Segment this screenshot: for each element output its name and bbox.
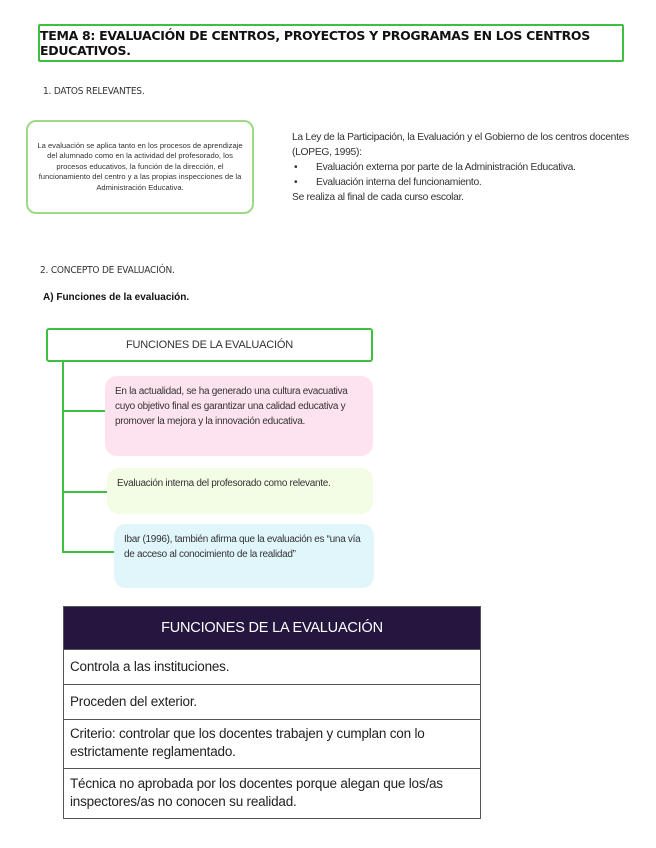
connector-vertical [62, 362, 64, 553]
bubble-culture: En la actualidad, se ha generado una cultura evacuativa cuyo objetivo final es garantizar una calidad educativa y promover la mejora y la innovación educativa. [105, 376, 373, 456]
table-row: Proceden del exterior. [64, 684, 480, 719]
table-row: Criterio: controlar que los docentes trabajen y cumplan con lo estrictamente reglamentado. [64, 719, 480, 768]
lopeg-end: Se realiza al final de cada curso escolar. [292, 192, 464, 203]
connector-branch-2 [62, 491, 108, 493]
subheading-functions: A) Funciones de la evaluación. [43, 292, 190, 303]
summary-box [26, 120, 254, 214]
section-1-heading: 1. DATOS RELEVANTES. [43, 86, 145, 97]
table-row: Técnica no aprobada por los docentes porque alegan que los/as inspectores/as no conocen su realidad. [64, 768, 480, 818]
document-title: TEMA 8: EVALUACIÓN DE CENTROS, PROYECTOS Y PROGRAMAS EN LOS CENTROS EDUCATIVOS. [40, 28, 590, 58]
lopeg-list [292, 160, 642, 190]
diagram-title: FUNCIONES DE LA EVALUACIÓN [126, 339, 293, 351]
connector-branch-1 [62, 410, 106, 412]
title-box [38, 24, 624, 62]
lopeg-item: • Evaluación externa por parte de la Administración Educativa. [292, 160, 642, 175]
lopeg-intro: La Ley de la Participación, la Evaluación y el Gobierno de los centros docentes (LOPEG, 1995): [292, 132, 629, 158]
bubble-internal: Evaluación interna del profesorado como relevante. [107, 468, 373, 514]
table-header: FUNCIONES DE LA EVALUACIÓN [64, 607, 480, 649]
table-row: Controla a las instituciones. [64, 649, 480, 684]
lopeg-item: • Evaluación interna del funcionamiento. [292, 175, 642, 190]
bubble-ibar: Ibar (1996), también afirma que la evaluación es “una vía de acceso al conocimiento de la realidad” [114, 524, 374, 588]
summary-box-text: La evaluación se aplica tanto en los procesos de aprendizaje del alumnado como en la actividad del profesorado, los procesos educativos, la función de la dirección, el funcionamiento del centro y a las propias inspecciones de la Administración Educativa. [37, 140, 243, 192]
functions-table [63, 606, 481, 819]
diagram-title-box [46, 328, 373, 362]
connector-branch-3 [62, 551, 115, 553]
lopeg-block [292, 130, 642, 205]
section-2-heading: 2. CONCEPTO DE EVALUACIÓN. [40, 265, 175, 276]
